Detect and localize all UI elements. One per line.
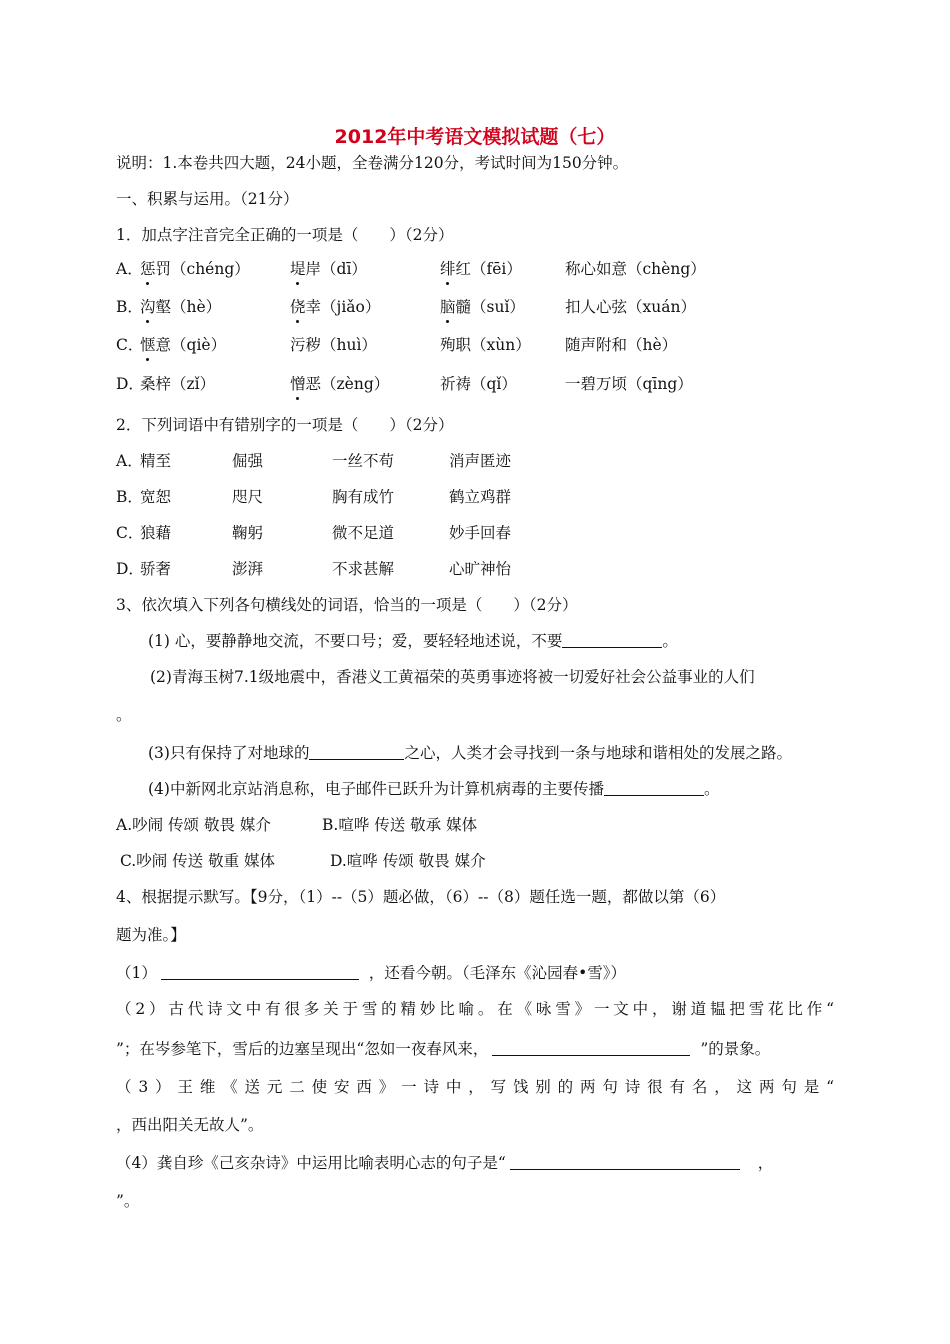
blank-line: [309, 742, 404, 760]
word-text: 殉职（xùn）: [440, 336, 531, 354]
word-rest: 罚（chéng）: [155, 260, 250, 278]
q3-sentence-2: (2)青海玉树7.1级地震中，香港义工黄福荣的英勇事迹将被一切爱好社会公益事业的人们: [150, 668, 755, 686]
q2-option-label: A．: [116, 452, 143, 470]
q2-option-word: 胸有成竹: [332, 488, 395, 506]
q2-option-word: 消声匿迹: [449, 452, 512, 470]
dotted-char: 憎: [290, 375, 306, 393]
q2-option-word: 澎湃: [232, 560, 264, 578]
q2-option-word: 妙手回春: [449, 524, 512, 542]
word-rest: 恶（zèng）: [305, 375, 390, 393]
q3-sentence-1: (1) 心，要静静地交流，不要口号；爱，要轻轻地述说，不要 。: [148, 632, 678, 650]
q2-stem: 2．下列词语中有错别字的一项是（ ）（2分）: [116, 416, 454, 434]
q4-item-3-line-2: ，西出阳关无故人”。: [116, 1116, 264, 1134]
q1-option-word: [290, 296, 380, 318]
section-heading: 一、积累与运用。（21分）: [116, 190, 299, 208]
word-rest: 意（qiè）: [155, 336, 227, 354]
q2-option-word: 倔强: [232, 452, 264, 470]
blank-line: [562, 630, 662, 648]
q4-item-1: （1） ，还看今朝。（毛泽东《沁园春•雪》）: [116, 964, 627, 982]
q3-option-d: D.喧哗 传颂 敬畏 媒介: [330, 852, 486, 870]
q4-item-4-line-1: （4）龚自珍《己亥杂诗》中运用比喻表明心志的句子是“ ，: [116, 1154, 774, 1172]
q1-option-label: D．: [116, 375, 144, 393]
q3-option-c: C.吵闹 传送 敬重 媒体: [120, 852, 276, 870]
word-rest: 髓（suǐ）: [455, 298, 525, 316]
q1-option-word: [140, 258, 250, 280]
word-text: 祈祷（qǐ）: [440, 375, 517, 393]
q2-option-label: C．: [116, 524, 144, 542]
q1-option-word: [565, 334, 677, 356]
q1-option-word: [290, 258, 367, 280]
blank-line: [604, 778, 704, 796]
q3-sentence-4: (4)中新网北京站消息称，电子邮件已跃升为计算机病毒的主要传播 。: [148, 780, 720, 798]
q2-option-word: 精至: [140, 452, 172, 470]
q3-option-a: A.吵闹 传颂 敬畏 媒介: [116, 816, 271, 834]
q2-option-word: 咫尺: [232, 488, 264, 506]
q1-option-word: [440, 334, 531, 356]
q1-option-word: [140, 296, 221, 318]
word-text: 称心如意（chèng）: [565, 260, 706, 278]
dotted-char: 惩: [140, 260, 156, 278]
q4-item-3-line-1: （3）王维《送元二使安西》一诗中，写饯别的两句诗很有名，这两句是“: [116, 1078, 834, 1096]
blank-line: [161, 962, 359, 980]
q4-item-4-line-2: ”。: [116, 1192, 140, 1210]
q2-option-label: B．: [116, 488, 143, 506]
q2-option-word: 骄奢: [140, 560, 172, 578]
q2-option-word: 不求甚解: [332, 560, 395, 578]
q2-option-word: 微不足道: [332, 524, 395, 542]
q4-item-2-line-2: ”；在岑参笔下，雪后的边塞呈现出“忽如一夜春风来， ”的景象。: [116, 1040, 771, 1058]
q2-option-word: 心旷神怡: [449, 560, 512, 578]
word-text: 扣人心弦（xuán）: [565, 298, 696, 316]
exam-title: 2012年中考语文模拟试题（七）: [334, 126, 616, 148]
q1-option-word: [290, 334, 377, 356]
q4-stem-line-1: 4、根据提示默写。【9分，（1）--（5）题必做，（6）--（8）题任选一题，都做以第（6）: [116, 888, 726, 906]
q1-option-word: [140, 334, 226, 356]
q1-option-word: [290, 373, 389, 395]
q1-option-word: [140, 373, 215, 395]
q2-option-label: D．: [116, 560, 144, 578]
exam-instructions: 说明：1.本卷共四大题，24小题，全卷满分120分，考试时间为150分钟。: [116, 154, 629, 172]
q3-option-b: B.喧哗 传送 敬承 媒体: [322, 816, 478, 834]
q2-option-word: 鞠躬: [232, 524, 264, 542]
q1-option-label: A．: [116, 260, 143, 278]
dotted-char: 侥: [290, 298, 306, 316]
q1-option-word: [440, 296, 525, 318]
word-text: 随声附和（hè）: [565, 336, 678, 354]
q1-option-word: [440, 258, 522, 280]
q2-option-word: 一丝不苟: [332, 452, 395, 470]
word-rest: 岸（dī）: [305, 260, 367, 278]
q2-option-word: 宽恕: [140, 488, 172, 506]
q3-stem: 3、依次填入下列各句横线处的词语，恰当的一项是（ ）（2分）: [116, 596, 578, 614]
dotted-char: 脑: [440, 298, 456, 316]
word-text: 一碧万顷（qīng）: [565, 375, 693, 393]
q2-option-word: 鹤立鸡群: [449, 488, 512, 506]
word-text: 桑梓（zǐ）: [140, 375, 216, 393]
q1-option-word: [565, 373, 693, 395]
q1-option-label: B．: [116, 298, 143, 316]
dotted-char: 沟: [140, 298, 156, 316]
q3-sentence-3: (3)只有保持了对地球的 之心，人类才会寻找到一条与地球和谐相处的发展之路。: [148, 744, 792, 762]
q2-option-word: 狼藉: [140, 524, 172, 542]
word-text: 污秽（huì）: [290, 336, 377, 354]
word-rest: 红（fēi）: [455, 260, 522, 278]
blank-line: [492, 1038, 690, 1056]
dotted-char: 惬: [140, 336, 156, 354]
dotted-char: 绯: [440, 260, 456, 278]
q1-option-word: [565, 258, 706, 280]
q1-option-label: C．: [116, 336, 144, 354]
word-rest: 幸（jiǎo）: [305, 298, 381, 316]
q1-stem: 1．加点字注音完全正确的一项是（ ）（2分）: [116, 226, 454, 244]
q1-option-word: [440, 373, 517, 395]
dotted-char: 堤: [290, 260, 306, 278]
q4-item-2-line-1: （2）古代诗文中有很多关于雪的精妙比喻。在《咏雪》一文中，谢道韫把雪花比作“: [116, 1000, 834, 1018]
blank-line: [510, 1152, 740, 1170]
q4-stem-line-2: 题为准。】: [116, 926, 186, 944]
q3-sentence-2-end: 。: [116, 706, 132, 724]
q1-option-word: [565, 296, 696, 318]
word-rest: 壑（hè）: [155, 298, 222, 316]
